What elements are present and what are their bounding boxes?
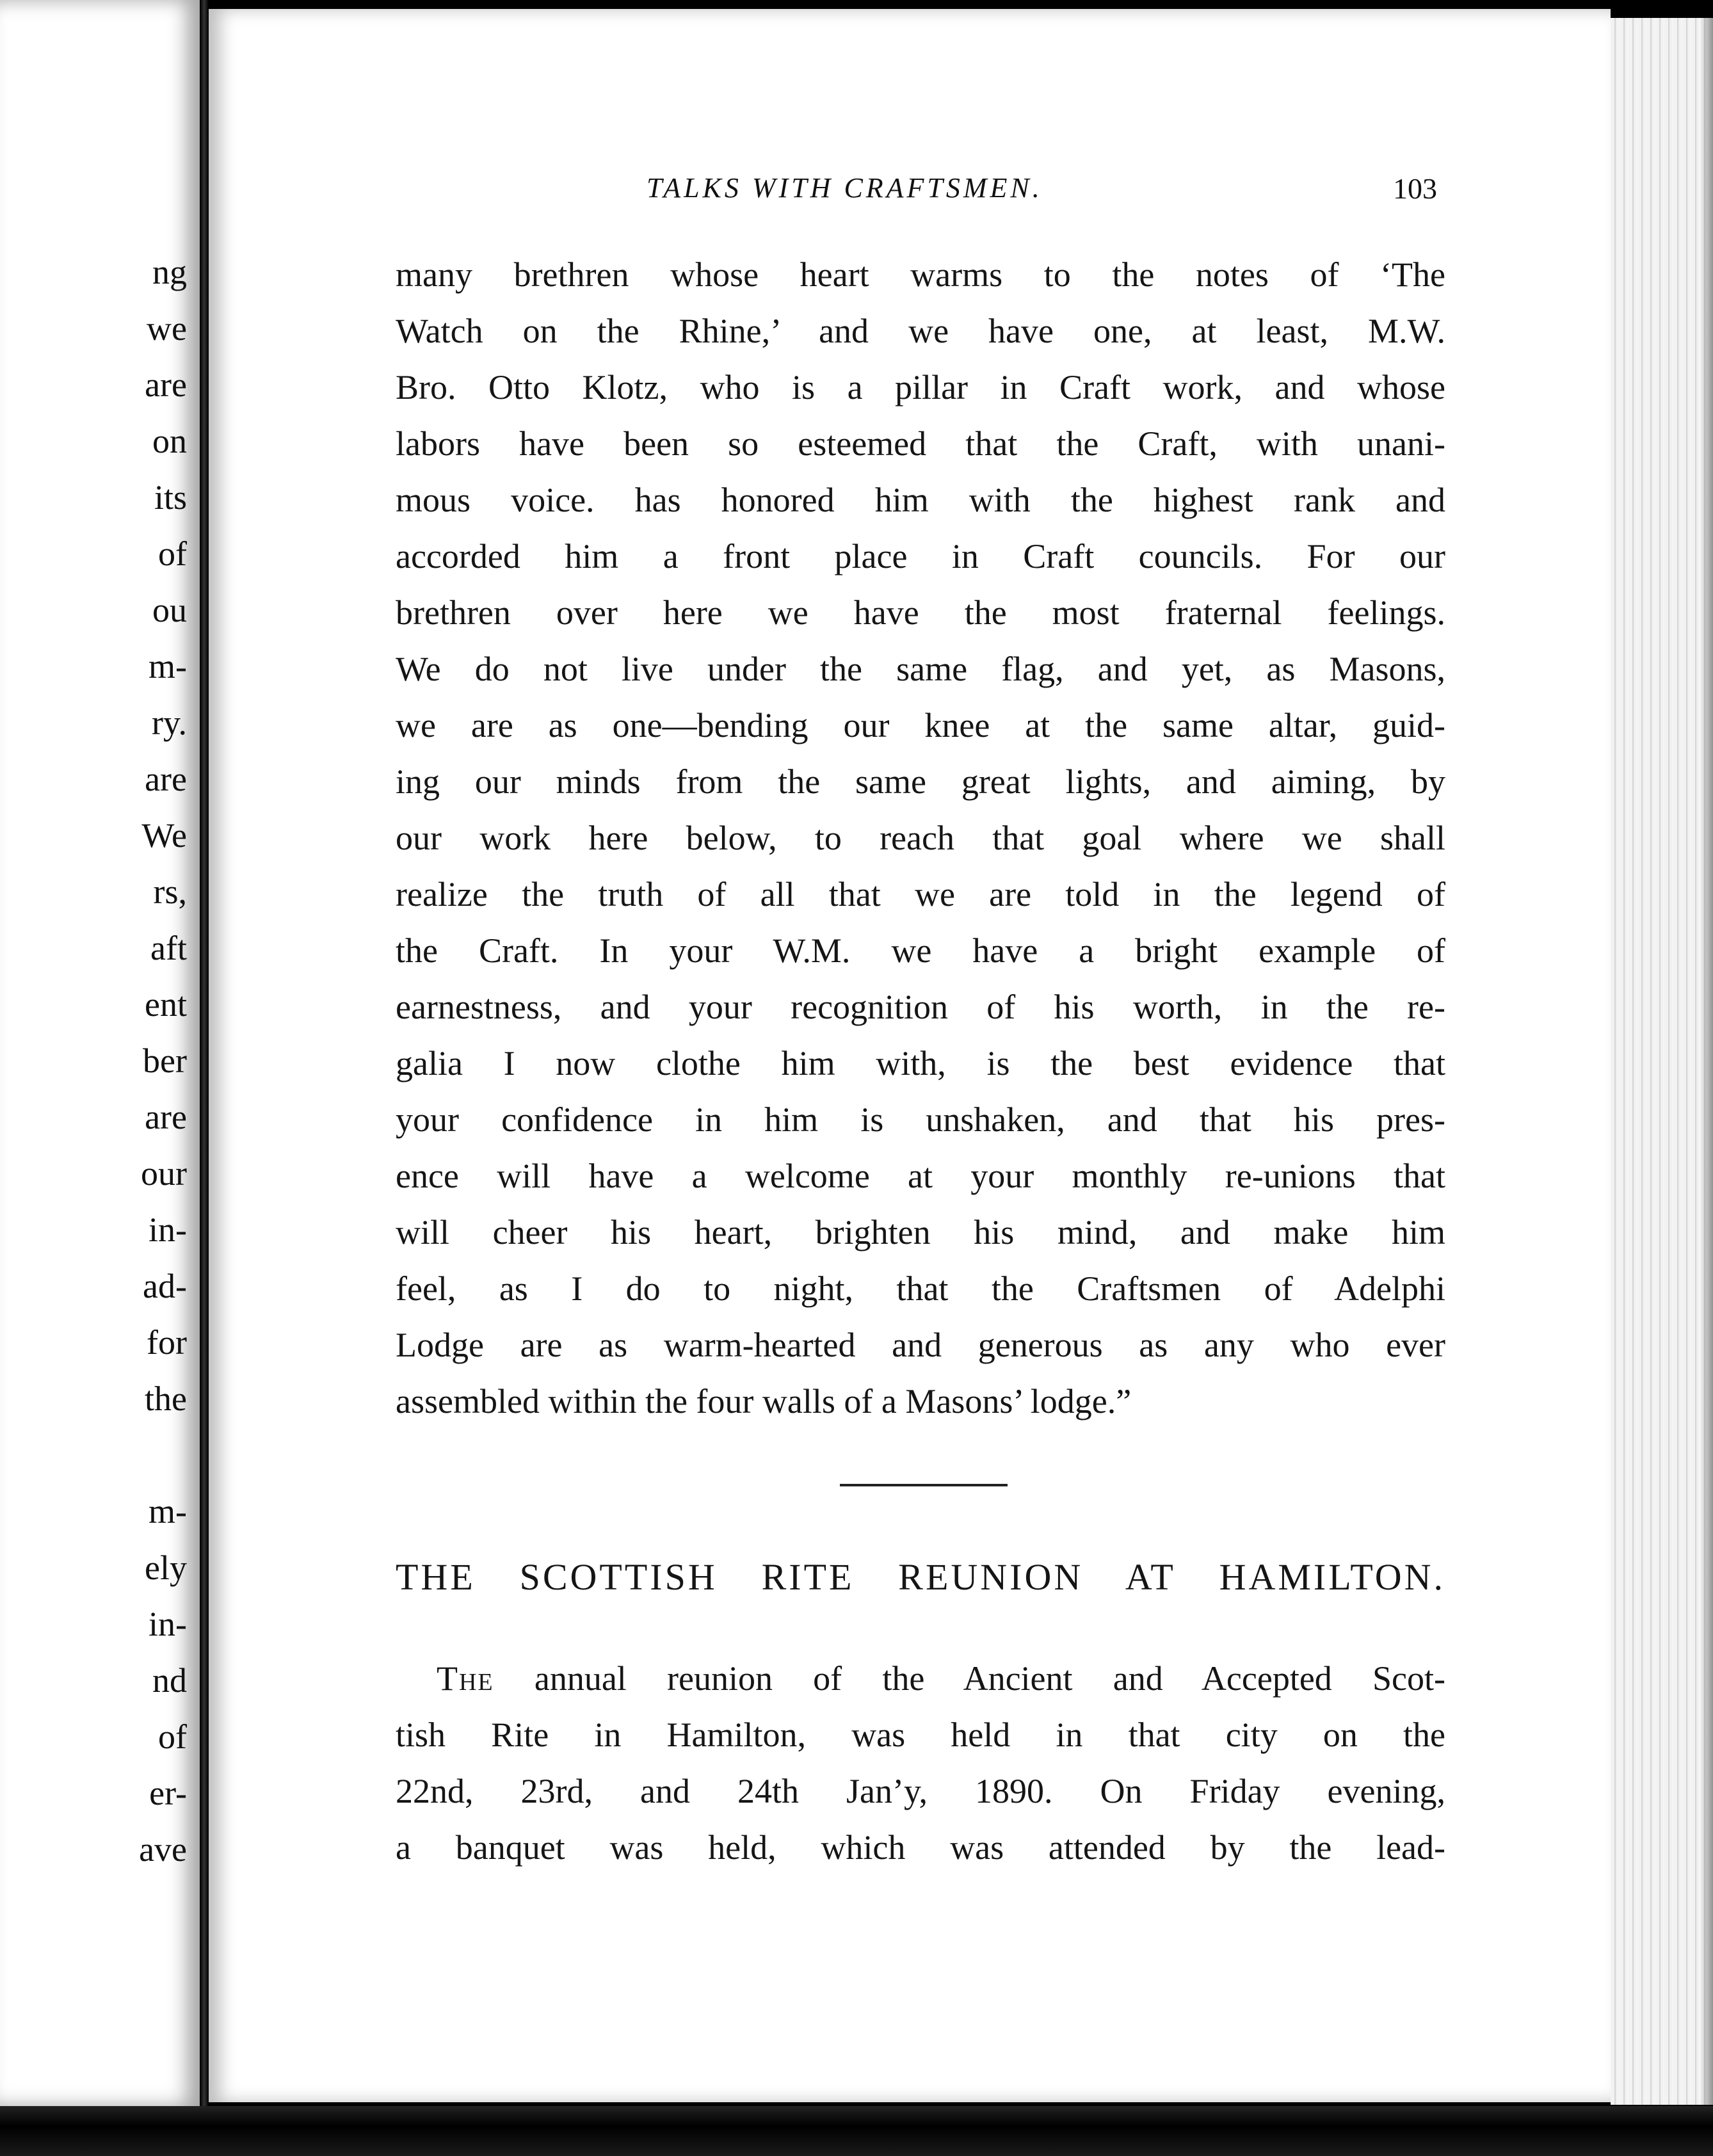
left-margin-text: ave [139,1830,187,1869]
text-line: We do not live under the same flag, and yet, as Masons, [396,650,1445,688]
section-heading: THE SCOTTISH RITE REUNION AT HAMILTON. [396,1556,1445,1598]
text-line: mous voice. has honored him with the highest rank and [396,481,1445,519]
text-line: the Craft. In your W.M. we have a bright example of [396,931,1445,970]
text-line: Watch on the Rhine,’ and we have one, at least, M.W. [396,312,1445,350]
text-line: earnestness, and your recognition of his worth, in the re- [396,988,1445,1026]
text-line: accorded him a front place in Craft councils. For our [396,537,1445,575]
left-margin-text: aft [150,929,187,967]
text-line: a banquet was held, which was attended by the lead- [396,1828,1445,1867]
left-margin-text: on [152,422,187,460]
text-line: tish Rite in Hamilton, was held in that city on the [396,1716,1445,1754]
left-margin-text: for [147,1323,187,1362]
text-line-rest: annual reunion of the Ancient and Accepted Scot- [534,1659,1445,1698]
section-divider-rule [840,1484,1008,1486]
left-margin-text: ad- [143,1267,187,1305]
text-line: realize the truth of all that we are told in the legend of [396,875,1445,913]
left-margin-text: are [145,1098,187,1136]
section-paragraph [396,1650,1445,1876]
left-margin-text: of [158,535,187,573]
text-line: many brethren whose heart warms to the notes of ‘The [396,255,1445,294]
text-line: feel, as I do to night, that the Craftsmen of Adelphi [396,1269,1445,1308]
left-margin-text: in- [149,1605,187,1643]
left-margin-text: ber [143,1042,187,1080]
left-page-fragment [0,0,202,2106]
page-number: 103 [1393,172,1437,205]
text-line: will cheer his heart, brighten his mind, and make him [396,1213,1445,1251]
text-line: 22nd, 23rd, and 24th Jan’y, 1890. On Friday evening, [396,1772,1445,1810]
left-margin-text: ely [145,1549,187,1587]
scan-bottom-edge [0,2106,1713,2156]
text-line: brethren over here we have the most fraternal feelings. [396,593,1445,632]
left-margin-text: nd [152,1661,187,1700]
left-margin-text: er- [149,1774,187,1812]
body-paragraph [396,246,1445,1429]
left-margin-text: rs, [153,873,187,911]
text-line: ing our minds from the same great lights, and aiming, by [396,762,1445,801]
text-line: labors have been so esteemed that the Craft, with unani- [396,424,1445,463]
text-line: our work here below, to reach that goal where we shall [396,819,1445,857]
text-line: ence will have a welcome at your monthly re-unions that [396,1157,1445,1195]
left-margin-text: ng [152,253,187,291]
left-margin-text: m- [149,647,187,686]
left-margin-text: m- [149,1492,187,1531]
left-margin-text: our [141,1154,187,1193]
lead-word: The [437,1659,494,1698]
text-line: galia I now clothe him with, is the best evidence that [396,1044,1445,1082]
left-margin-text: we [147,309,187,348]
text-line [396,1650,1445,1707]
left-margin-text: its [154,478,187,517]
left-margin-text: ent [145,985,187,1024]
book-gutter [200,0,209,2125]
left-margin-text: ou [152,591,187,629]
text-line: Lodge are as warm-hearted and generous as any who ever [396,1326,1445,1364]
left-margin-text: are [145,760,187,798]
text-line: assembled within the four walls of a Masons’ lodge.” [396,1382,1132,1420]
running-header: TALKS WITH CRAFTSMEN. [647,172,1043,204]
text-line: your confidence in him is unshaken, and that his pres- [396,1100,1445,1139]
left-margin-text: We [141,816,187,855]
left-margin-text: of [158,1718,187,1756]
page-edges [1611,18,1713,2105]
text-line: Bro. Otto Klotz, who is a pillar in Craft work, and whose [396,368,1445,406]
left-margin-text: the [145,1380,187,1418]
left-margin-text: in- [149,1211,187,1249]
left-margin-text: ry. [152,704,187,742]
text-line: we are as one—bending our knee at the same altar, guid- [396,706,1445,744]
left-margin-text: are [145,366,187,404]
